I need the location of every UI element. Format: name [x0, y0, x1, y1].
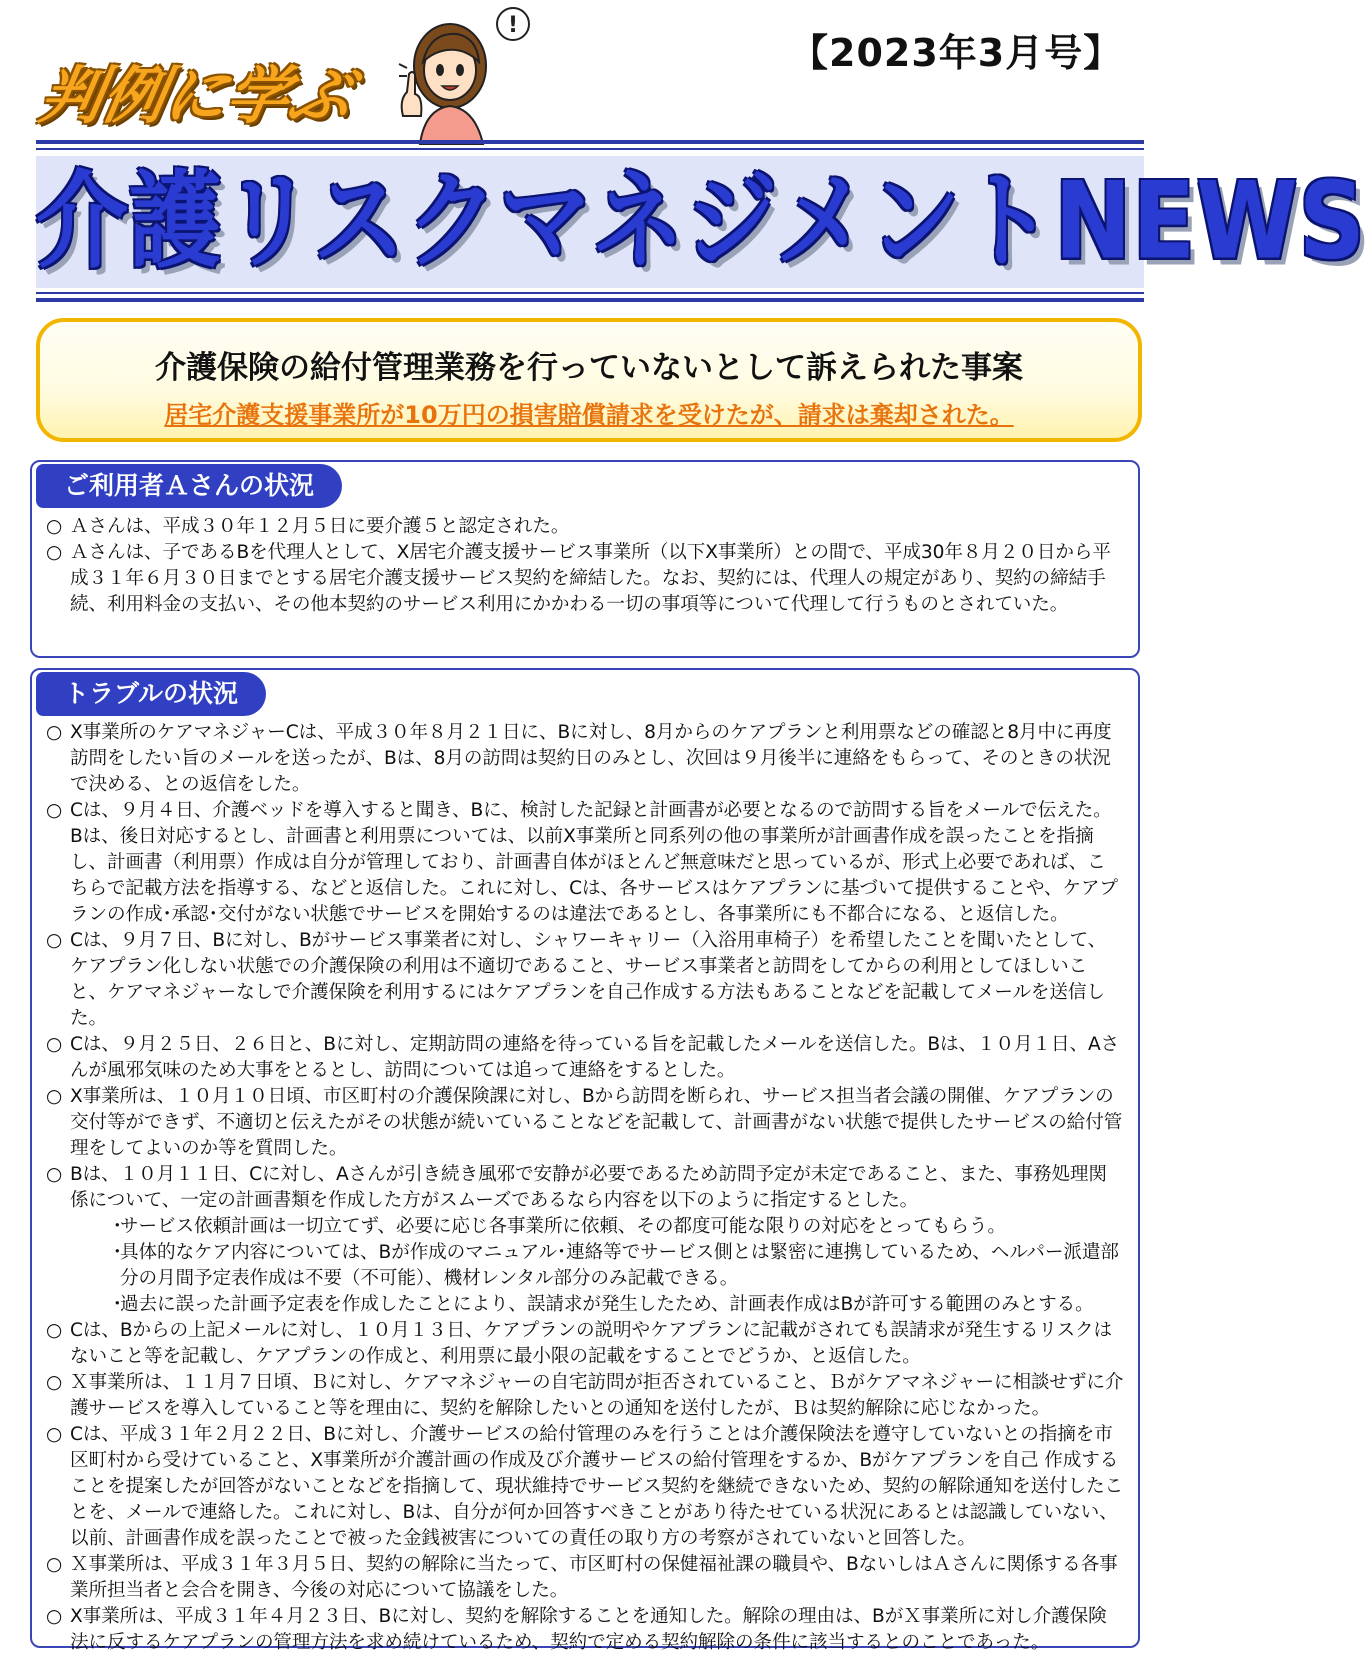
list-item: ○ Cは、９月７日、Bに対し、Bがサービス事業者に対し、シャワーキャリー（入浴用車椅子）を希望したことを聞いたとして、ケアプラン化しない状態での介護保険の利用は不適切であること、サービス事業者と訪問をしてからの利用としてほしいこと、ケアマネジャーなしで介護保険を利用するにはケアプランを自己作成する方法もあることなどを記載してメールを送信した。: [46, 928, 1124, 1032]
list-item: ○ Cは、９月４日、介護ベッドを導入すると聞き、Bに、検討した記録と計画書が必要となるので訪問する旨をメールで伝えた。Bは、後日対応するとし、計画書と利用票については、以前X事業所と同系列の他の事業所が計画書作成を誤ったことを指摘し、計画書（利用票）作成は自分が管理しており、計画書自体がほとんど無意味だと思っているが、形式上必要であれば、こちらで記載方法を指導する、などと返信した。これに対し、Cは、各サービスはケアプランに基づいて提供することや、ケアプランの作成･承認･交付がない状態でサービスを開始するのは違法であるとし、各事業所にも不都合になる、と返信した。: [46, 798, 1124, 928]
list-item: ○ Cは、９月２５日、２６日と、Bに対し、定期訪問の連絡を待っている旨を記載したメールを送信した。Bは、１０月１日、Aさんが風邪気味のため大事をとるとし、訪問については追って連絡をするとした。: [46, 1032, 1124, 1084]
woman-mascot-icon: [395, 4, 535, 144]
list-item: ○ Bは、１０月１１日、Cに対し、Aさんが引き続き風邪で安静が必要であるため訪問予定が未定であること、また、事務処理関係について、一定の計画書類を作成した方がスムーズであるなら内容を以下のように指定するとした。: [46, 1162, 1124, 1214]
trouble-situation-heading: トラブルの状況: [36, 672, 266, 716]
list-item: ○ X事業所は、平成３１年４月２３日、Bに対し、契約を解除することを通知した。解除の理由は、BがＸ事業所に対し介護保険法に反するケアプランの管理方法を求め続けているため、契約で定める契約解除の条件に該当するとのことであった。: [46, 1604, 1124, 1656]
masthead: [36, 156, 1366, 288]
trouble-situation-body: [46, 720, 1124, 1656]
sub-list-item: ・ サービス依頼計画は一切立てず、必要に応じ各事業所に依頼、その都度可能な限りの対応をとってもらう。: [46, 1214, 1124, 1240]
masthead-bottom-rule: [36, 292, 1144, 294]
list-item: ○ X事業所は、１０月１０日頃、市区町村の介護保険課に対し、Bから訪問を断られ、サービス担当者会議の開催、ケアプランの交付等ができず、不適切と伝えたがその状態が続いていることなどを記載して、計画書がない状態で提供したサービスの給付管理をしてよいのか等を質問した。: [46, 1084, 1124, 1162]
headline-title: 介護保険の給付管理業務を行っていないとして訴えられた事案: [155, 350, 1023, 386]
masthead-bottom-rule-2: [36, 298, 1144, 302]
list-item: ○ Cは、Bからの上記メールに対し、１０月１３日、ケアプランの説明やケアプランに記載がされても誤請求が発生するリスクはないこと等を記載し、ケアプランの作成と、利用票に最小限の記載をすることでどうか、と返信した。: [46, 1318, 1124, 1370]
list-item: ○ Ｘ事業所は、平成３１年３月５日、契約の解除に当たって、市区町村の保健福祉課の職員や、BないしはＡさんに関係する各事業所担当者と会合を開き、今後の対応について協議をした。: [46, 1552, 1124, 1604]
user-situation-panel: [30, 460, 1140, 658]
sub-list-item: ・ 具体的なケア内容については、Bが作成のマニュアル･連絡等でサービス側とは緊密に連携しているため、ヘルパー派遣部分の月間予定表作成は不要（不可能）、機材レンタル部分のみ記載できる。: [46, 1240, 1124, 1292]
masthead-top-rule: [36, 140, 1144, 144]
list-item: ○ Ａさんは、子であるBを代理人として、X居宅介護支援サービス事業所（以下X事業所）との間で、平成30年８月２０日から平成３１年６月３０日までとする居宅介護支援サービス契約を締結した。なお、契約には、代理人の規定があり、契約の締結手続、利用料金の支払い、その他本契約のサービス利用にかかわる一切の事項等について代理して行うものとされていた。: [46, 540, 1124, 618]
user-situation-heading: ご利用者Ａさんの状況: [36, 464, 342, 508]
headline-box: [36, 318, 1142, 442]
list-item: ○ X事業所のケアマネジャーCは、平成３０年８月２１日に、Bに対し、8月からのケアプランと利用票などの確認と8月中に再度訪問をしたい旨のメールを送ったが、Bは、8月の訪問は契約日のみとし、次回は９月後半に連絡をもらって、そのときの状況で決める、との返信をした。: [46, 720, 1124, 798]
kicker-title: 判例に学ぶ: [34, 59, 358, 132]
list-item: ○ Ｘ事業所は、１１月７日頃、Ｂに対し、ケアマネジャーの自宅訪問が拒否されていること、Ｂがケアマネジャーに相談せずに介護サービスを導入していること等を理由に、契約を解除したいとの通知を送付したが、Ｂは契約解除に応じなかった。: [46, 1370, 1124, 1422]
trouble-situation-panel: [30, 668, 1140, 1653]
headline-subtitle: 居宅介護支援事業所が10万円の損害賠償請求を受けたが、請求は棄却された。: [164, 401, 1014, 429]
exclamation-mark: !: [507, 13, 519, 38]
list-item: ○ Cは、平成３１年２月２２日、Bに対し、介護サービスの給付管理のみを行うことは介護保険法を遵守していないとの指摘を市区町村から受けていること、X事業所が介護計画の作成及び介護サービスの給付管理をするか、Bがケアプランを自己 作成することを提案したが回答がないことなどを指摘して、現状維持でサービス契約を継続できないため、契約の解除通知を送付したことを、メールで連絡した。これに対し、Bは、自分が何か回答すべきことがあり待たせている状況にあるとは認識していない、以前、計画書作成を誤ったことで被った金銭被害についての責任の取り方の考察がされていないと回答した。: [46, 1422, 1124, 1552]
sub-list-item: ・ 過去に誤った計画予定表を作成したことにより、誤請求が発生したため、計画表作成はBが許可する範囲のみとする。: [46, 1292, 1124, 1318]
issue-date: 【2023年3月号】: [790, 31, 1123, 75]
list-item: ○ Ａさんは、平成３０年１２月５日に要介護５と認定された。: [46, 514, 1124, 540]
user-situation-body: [46, 514, 1124, 618]
masthead-title: 介護リスクマネジメントNEWS: [36, 159, 1366, 283]
